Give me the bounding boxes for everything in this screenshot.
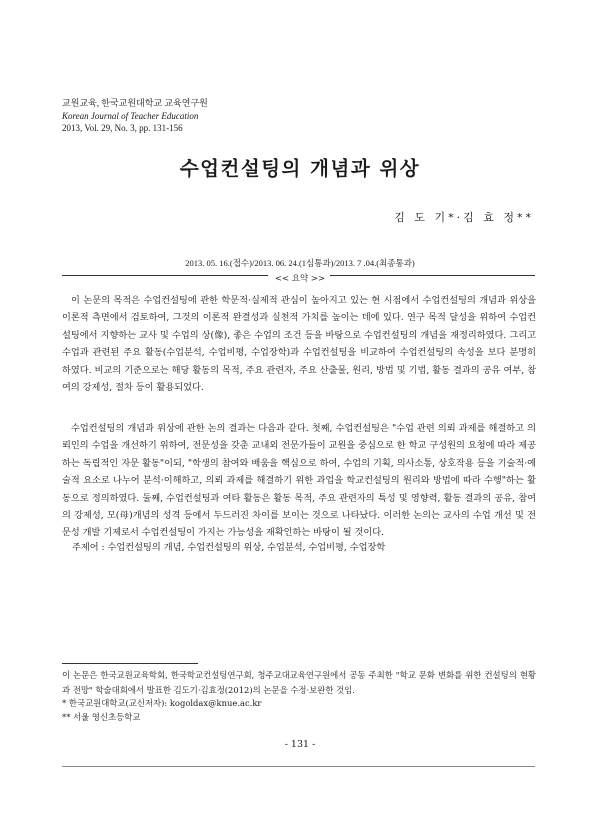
journal-name-english: Korean Journal of Teacher Education (62, 110, 199, 121)
paper-title: 수업컨설팅의 개념과 위상 (179, 157, 421, 180)
page-bottom-rule (62, 766, 535, 767)
journal-volume: 2013, Vol. 29, No. 3, pp. 131-156 (62, 123, 183, 133)
submission-dates: 2013. 05. 16.(접수)/2013. 06. 24.(1심통과)/2013. 7 .04.(최종통과) (185, 258, 415, 268)
abstract-paragraph-1: 이 논문의 목적은 수업컨설팅에 관한 학문적·실제적 관심이 높아지고 있는 현 시점에서 수업컨설팅의 개념과 위상을 이론적 측면에서 검토하여, 그것의 이론적 완결성과 실천적 가치를 높이는 데에 있다. 연구 목적 달성을 위하여 수업컨설팅에서 지향하는 교사 및 수업의 상(像), 좋은 수업의 조건 등을 바탕으로 수업컨설팅의 개념을 재정리하였다. 그리고 수업과 관련된 주요 활동(수업분석, 수업비평, 수업장학)과 수업컨설팅을 비교하여 수업컨설팅의 속성을 보다 분명히 하였다. 비교의 기준으로는 해당 활동의 목적, 주요 관련자, 주요 산출물, 원리, 방법 및 기법, 활동 결과의 공유 여부, 참여의 강제성, 절차 등이 활용되었다. (62, 295, 536, 394)
keywords: 주제어 : 수업컨설팅의 개념, 수업컨설팅의 위상, 수업분석, 수업비평, 수업장학 (72, 542, 386, 553)
abstract-rule-right (330, 275, 535, 276)
page-number: - 131 - (284, 739, 316, 750)
journal-info (62, 97, 208, 135)
footnote-acknowledgement: 이 논문은 한국교원교육학회, 한국학교컨설팅연구회, 청주교대교육연구원에서 공동 주최한 "학교 문화 변화를 위한 컨설팅의 현황과 전망" 학술대회에서 발표한 김도기·김효정(2012)의 논문을 수정·보완한 것임. (62, 670, 536, 695)
journal-name-korean: 교원교육, 한국교원대학교 교육연구원 (62, 98, 208, 108)
footnote-rule (62, 663, 198, 664)
abstract-paragraph-2: 수업컨설팅의 개념과 위상에 관한 논의 결과는 다음과 같다. 첫째, 수업컨설팅은 "수업 관련 의뢰 과제를 해결하고 의뢰인의 수업을 개선하기 위하여, 전문성을 갖춘 교내외 전문가들이 교원을 중심으로 한 학교 구성원의 요청에 따라 제공하는 독립적인 자문 활동"이되, "학생의 참여와 배움을 핵심으로 하여, 수업의 기획, 의사소통, 상호작용 등을 기술적·예술적 요소로 나누어 분석·이해하고, 의뢰 과제를 해결하기 위한 과업을 학교컨설팅의 원리와 방법에 따라 수행"하는 활동으로 정의하였다. 둘째, 수업컨설팅과 여타 활동은 활동 목적, 주요 관련자의 특성 및 영향력, 활동 결과의 공유, 참여의 강제성, 모(母)개념의 성격 등에서 두드러진 차이를 보이는 것으로 나타났다. 이러한 논의는 교사의 수업 개선 및 전문성 개발 기제로서 수업컨설팅이 가지는 가능성을 재확인하는 바탕이 될 것이다. (62, 423, 536, 539)
footnote-second-author: ** 서울 영신초등학교 (62, 712, 141, 722)
footnote-corresponding-author: * 한국교원대학교(교신저자): kogoldax@knue.ac.kr (62, 698, 262, 708)
abstract-heading: << 요약 >> (274, 274, 326, 284)
authors: 김 도 기*·김 효 정** (394, 211, 534, 224)
